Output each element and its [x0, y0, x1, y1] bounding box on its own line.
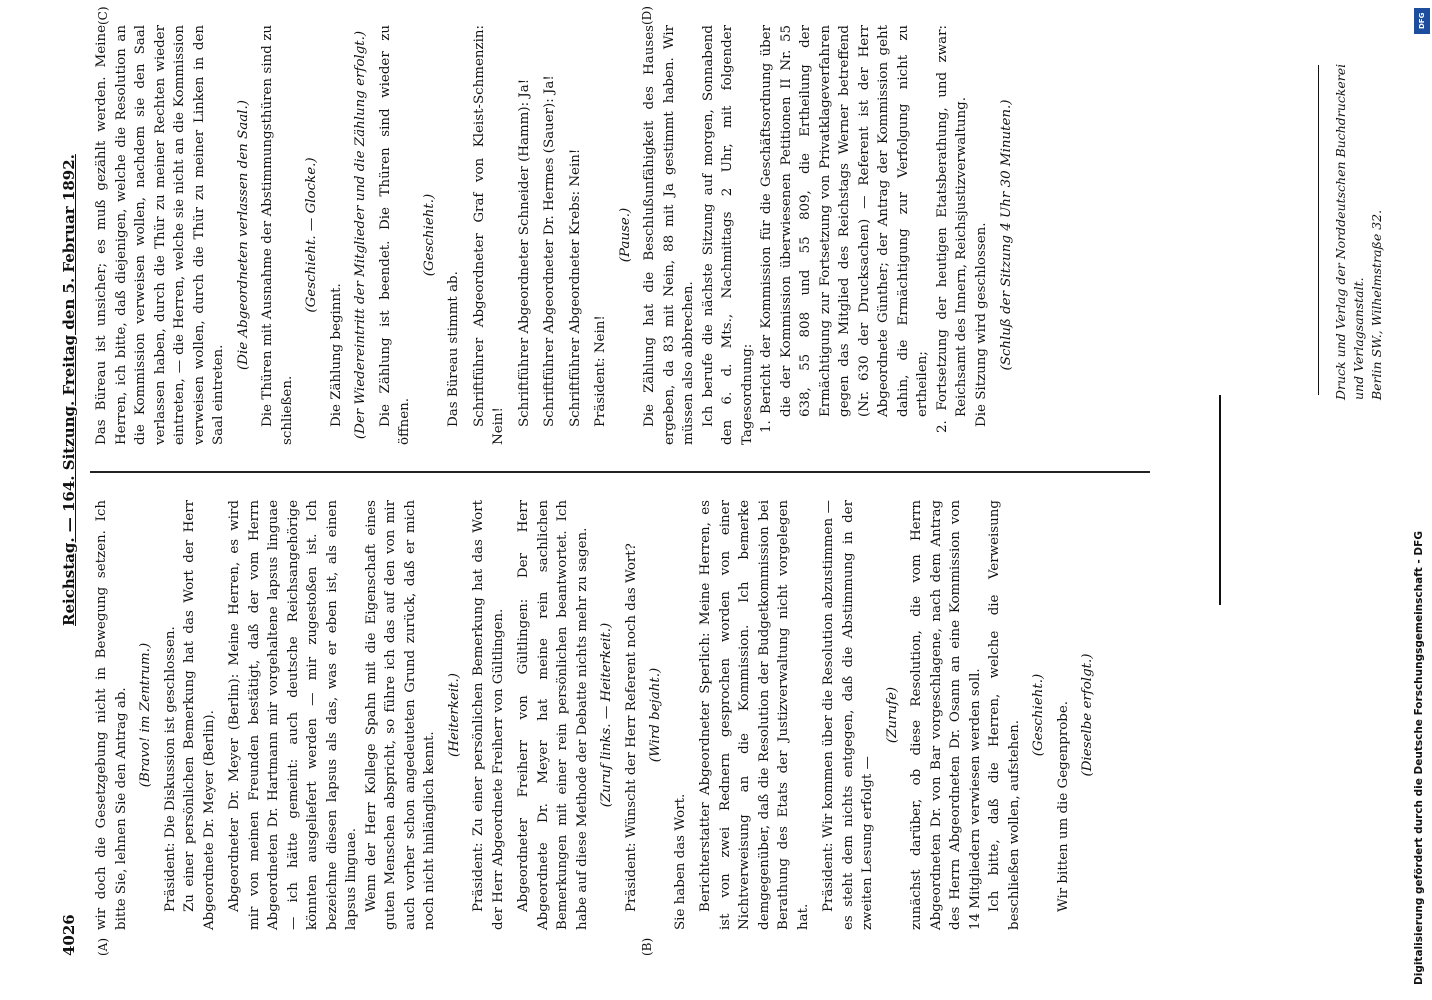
agenda-item: 2. Fortsetzung der heutigen Etatsberathung, und zwar: Reichsamt des Innern, Reichsjustizverwaltung. — [934, 25, 969, 433]
interjection: (Zuruf links. — Heiterkeit.) — [599, 622, 614, 808]
paragraph: Schriftführer Abgeordneter Schneider (Hamm): Ja! — [516, 78, 532, 427]
imprint-line: Druck und Verlag der Norddeutschen Buchdruckerei und Verlagsanstalt. — [1333, 63, 1366, 400]
paragraph: Berichterstatter Abgeordneter Sperlich: Meine Herren, es ist von zwei Rednern gesprochen worden von einer Nichtverweisung an die Kommission. Ich bemerke demgegenüber, daß die Resolution der Budgetkommission bei Berathung des Etats der Justizverwaltung nicht vorgelegen hat. — [698, 500, 811, 930]
interjection: (Bravo! im Zentrum.) — [138, 642, 153, 788]
interjection: (Zurufe) — [884, 686, 900, 744]
interjection: (Die Abgeordneten verlassen den Saal.) — [235, 100, 251, 370]
dfg-funding-note: Digitalisierung gefördert durch die Deutsche Forschungsgemeinschaft - DFG — [1413, 531, 1425, 985]
agenda-item: 1. Bericht der Kommission für die Geschäftsordnung über die der Kommission überwiesenen Petitionen II Nr. 55 638, 55 808 und 55 809, die Ertheilung der Ermächtigung zur Fortsetzung von Privatklageverfahren gegen das Mitglied des Reichstags Werner betreffend (Nr. 630 der Drucksachen) — Referent ist der Herr Abgeordnete Günther; der Antrag der Kommission geht dahin, die Ermächtigung zur Verfolgung nicht zu ertheilen; — [759, 25, 930, 433]
paragraph: Die Zählung hat die Beschlußunfähigkeit des Hauses ergeben, da 83 mit Nein, 88 mit Ja gestimmt haben. Wir müssen also abbrechen. — [642, 25, 696, 445]
paragraph: Die Zählung beginnt. — [328, 283, 344, 427]
paragraph: zunächst darüber, ob diese Resolution, die vom Herrn Abgeordneten Dr. von Bar vorgeschlagene, nach dem Antrag des Herrn Abgeordneten Dr. Osann an eine Kommission von 14 Mitgliedern verwiesen werden soll. — [909, 500, 983, 930]
closing-note: (Schluß der Sitzung 4 Uhr 30 Minuten.) — [999, 99, 1014, 371]
right-column — [92, 25, 1022, 445]
paragraph: Präsident: Die Diskussion ist geschlossen. — [162, 626, 178, 912]
paragraph: Abgeordneter Dr. Meyer (Berlin): Meine Herren, es wird mir von meinen Freunden bestätigt, daß der vom Herrn Abgeordneten Dr. Hartmann mir vorgehaltene lapsus linguae — ich hätte gemeint: auch deutsche Reichsangehörige könnten ausgeliefert werden — mir zugestoßen ist. Ich bezeichne diesen lapsus als das, was er eben ist, als einen lapsus linguae. — [227, 500, 359, 930]
page-number: 4026 — [60, 914, 78, 956]
paragraph: Präsident: Wünscht der Herr Referent noch das Wort? — [623, 543, 639, 912]
paragraph: Wir bitten um die Gegenprobe. — [1055, 700, 1071, 912]
paragraph: wir doch die Gesetzgebung nicht in Bewegung setzen. Ich bitte Sie, lehnen Sie den Antrag ab. — [94, 500, 129, 930]
paragraph: Das Büreau ist unsicher; es muß gezählt werden. Meine Herren, ich bitte, daß diejenigen, welche die Resolution an die Kommission verweisen wollen, nachdem sie den Saal verlassen haben, durch die Thür zu meiner Rechten wieder eintreten, — die Herren, welche sie nicht an die Kommission verweisen wollen, durch die Thür zu meiner Linken in den Saal eintreten. — [94, 25, 226, 445]
interjection: (Pause.) — [617, 207, 633, 263]
paragraph: Die Thüren mit Ausnahme der Abstimmungsthüren sind zu schließen. — [260, 25, 295, 445]
left-column — [92, 500, 1103, 930]
margin-mark-c: (C) — [96, 6, 110, 25]
paragraph: Zu einer persönlichen Bemerkung hat das Wort der Herr Abgeordnete Dr. Meyer (Berlin). — [182, 500, 217, 930]
paragraph: Präsident: Wir kommen über die Resolution abzustimmen — es steht dem nichts entgegen, daß die Abstimmung in der zweiten Lesung erfolgt — — [821, 500, 875, 930]
dfg-logo: DFG — [1414, 8, 1430, 34]
interjection: (Geschieht. — Glocke.) — [304, 157, 319, 313]
page-header — [60, 46, 82, 956]
paragraph: Ich berufe die nächste Sitzung auf morgen, Sonnabend den 6. d. Mts., Nachmittags 2 Uhr, mit folgender Tagesordnung: — [700, 25, 755, 445]
paragraph: Abgeordneter Freiherr von Gültlingen: Der Herr Abgeordnete Dr. Meyer hat meine rein sachlichen Bemerkungen mit einer rein persönlichen beantwortet. Ich habe auf diese Methode der Debatte nichts mehr zu sagen. — [516, 500, 590, 930]
interjection: (Der Wiedereintritt der Mitglieder und die Zählung erfolgt.) — [353, 30, 368, 440]
paragraph: Die Sitzung wird geschlossen. — [973, 222, 989, 427]
imprint — [1332, 60, 1386, 400]
paragraph: Schriftführer Abgeordneter Graf von Kleist-Schmenzin: Nein! — [471, 25, 506, 445]
paragraph: Präsident: Nein! — [593, 315, 608, 427]
interjection: (Dieselbe erfolgt.) — [1080, 653, 1095, 777]
paragraph: Das Büreau stimmt ab. — [446, 271, 461, 427]
paragraph: Sie haben das Wort. — [672, 793, 688, 930]
margin-mark-b: (B) — [640, 937, 654, 956]
section-rule — [1219, 395, 1221, 605]
paragraph: Die Zählung ist beendet. Die Thüren sind wieder zu öffnen. — [377, 25, 412, 445]
paragraph: Ich bitte, daß die Herren, welche die Verweisung beschließen wollen, aufstehen. — [987, 500, 1022, 930]
page-title: Reichstag. — 164. Sitzung. Freitag den 5. Februar 1892. — [60, 154, 78, 626]
imprint-line: Berlin SW., Wilhelmstraße 32. — [1369, 209, 1384, 400]
interjection: (Geschieht.) — [1031, 673, 1046, 757]
interjection: (Heiterkeit.) — [446, 673, 462, 757]
column-divider — [90, 472, 1150, 474]
paragraph: Schriftführer Abgeordneter Dr. Hermes (Sauer): Ja! — [542, 75, 557, 427]
interjection: (Wird bejaht.) — [648, 667, 663, 763]
interjection: (Geschieht.) — [421, 193, 437, 277]
paragraph: Wenn der Herr Kollege Spahn mit die Eigenschaft eines guten Menschen abspricht, so führe ich das auf den von mir auch vorher schon angedeuteten Grund zurück, daß er mich noch nicht hinlänglich kennt. — [363, 500, 437, 930]
imprint-rule — [1318, 65, 1319, 395]
paragraph: Präsident: Zu einer persönlichen Bemerkung hat das Wort der Herr Abgeordnete Freiherr von Gültlingen. — [471, 500, 506, 930]
paragraph: Schriftführer Abgeordneter Krebs: Nein! — [567, 148, 583, 427]
margin-mark-d: (D) — [640, 6, 654, 25]
margin-mark-a: (A) — [96, 937, 110, 956]
